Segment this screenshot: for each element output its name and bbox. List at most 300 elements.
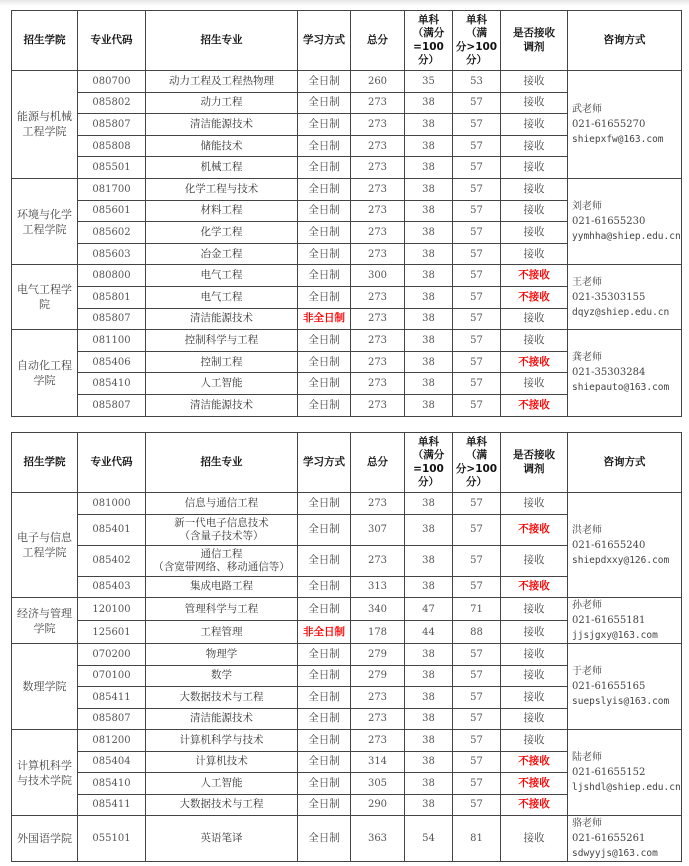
single-score-gt100: 57 — [453, 644, 501, 666]
study-mode: 全日制 — [298, 135, 351, 157]
single-score-gt100: 57 — [453, 514, 501, 545]
single-score-100: 38 — [405, 794, 453, 816]
major-code: 085808 — [78, 135, 146, 157]
single-score-100: 38 — [405, 200, 453, 222]
study-mode: 全日制 — [298, 545, 351, 576]
adjust-status: 接收 — [501, 308, 568, 330]
single-score-gt100: 81 — [453, 816, 501, 862]
contact-info — [568, 598, 682, 644]
major-code: 085801 — [78, 286, 146, 308]
single-score-100: 38 — [405, 330, 453, 352]
major-title: 人工智能 — [200, 377, 243, 390]
table-header — [12, 11, 682, 71]
major-title: 英语笔译 — [200, 832, 243, 844]
total-score: 273 — [351, 373, 405, 395]
header-single-gt100: 单科 （满 分>100 分） — [453, 11, 501, 71]
major-title: 清洁能源技术 — [190, 312, 253, 325]
major-name — [146, 493, 298, 515]
single-score-gt100: 57 — [453, 330, 501, 352]
major-name — [146, 514, 298, 545]
total-score: 305 — [351, 773, 405, 795]
contact-name: 孙老师 — [572, 600, 602, 611]
adjust-status: 接收 — [501, 621, 568, 644]
major-title: 通信工程 — [200, 547, 243, 560]
study-mode: 全日制 — [298, 222, 351, 244]
header-college: 招生学院 — [12, 11, 78, 71]
total-score: 273 — [351, 330, 405, 352]
contact-phone: 021-61655270 — [572, 118, 646, 130]
study-mode: 全日制 — [298, 493, 351, 515]
total-score: 273 — [351, 92, 405, 114]
single-score-gt100: 57 — [453, 751, 501, 773]
major-name — [146, 308, 298, 330]
total-score: 273 — [351, 351, 405, 373]
total-score: 273 — [351, 708, 405, 730]
study-mode: 全日制 — [298, 816, 351, 862]
single-score-gt100: 57 — [453, 265, 501, 287]
major-code: 081700 — [78, 178, 146, 200]
single-score-gt100: 57 — [453, 665, 501, 687]
adjust-status: 不接收 — [501, 394, 568, 416]
contact-phone: 021-61655181 — [572, 615, 646, 626]
single-score-gt100: 57 — [453, 794, 501, 816]
major-title: 清洁能源技术 — [190, 398, 253, 411]
header-total: 总分 — [351, 11, 405, 71]
adjust-status: 不接收 — [501, 751, 568, 773]
contact-email: dqyz@shiep.edu.cn — [572, 306, 670, 318]
study-mode: 全日制 — [298, 265, 351, 287]
adjust-status: 接收 — [501, 373, 568, 395]
single-score-100: 38 — [405, 576, 453, 598]
single-score-gt100: 57 — [453, 178, 501, 200]
header-total: 总分 — [351, 433, 405, 493]
single-score-100: 38 — [405, 114, 453, 136]
single-score-gt100: 57 — [453, 394, 501, 416]
major-title: 集成电路工程 — [190, 580, 253, 593]
total-score: 273 — [351, 135, 405, 157]
table-row — [12, 330, 682, 352]
single-score-gt100: 57 — [453, 135, 501, 157]
single-score-100: 38 — [405, 665, 453, 687]
college-name: 能源与机械工程学院 — [12, 71, 78, 179]
single-score-gt100: 57 — [453, 545, 501, 576]
major-name — [146, 576, 298, 598]
major-code: 085410 — [78, 773, 146, 795]
college-name: 计算机科学与技术学院 — [12, 730, 78, 816]
college-name: 经济与管理学院 — [12, 598, 78, 644]
single-score-100: 38 — [405, 351, 453, 373]
total-score: 273 — [351, 687, 405, 709]
table-row — [12, 178, 682, 200]
total-score: 273 — [351, 493, 405, 515]
study-mode: 全日制 — [298, 92, 351, 114]
study-mode: 全日制 — [298, 330, 351, 352]
single-score-100: 38 — [405, 373, 453, 395]
contact-info — [568, 330, 682, 416]
single-score-gt100: 57 — [453, 687, 501, 709]
total-score: 290 — [351, 794, 405, 816]
major-name — [146, 92, 298, 114]
total-score: 273 — [351, 157, 405, 179]
table-body — [12, 71, 682, 417]
contact-email: sdwyyjs@163.com — [572, 848, 658, 859]
major-name — [146, 598, 298, 621]
single-score-100: 38 — [405, 92, 453, 114]
major-title: 清洁能源技术 — [190, 712, 253, 725]
table-row — [12, 644, 682, 666]
header-mode: 学习方式 — [298, 433, 351, 493]
single-score-gt100: 57 — [453, 351, 501, 373]
study-mode: 全日制 — [298, 286, 351, 308]
single-score-100: 38 — [405, 308, 453, 330]
study-mode: 非全日制 — [298, 621, 351, 644]
contact-phone: 021-61655261 — [572, 833, 646, 844]
major-note: （含宽带网络、移动通信等） — [153, 560, 290, 573]
admission-table-1 — [11, 10, 682, 417]
single-score-gt100: 57 — [453, 222, 501, 244]
major-code: 085603 — [78, 243, 146, 265]
header-single-gt100: 单科 （满 分>100 分） — [453, 433, 501, 493]
table-row — [12, 265, 682, 287]
total-score: 279 — [351, 644, 405, 666]
major-name — [146, 286, 298, 308]
college-name: 环境与化学工程学院 — [12, 178, 78, 264]
major-code: 085807 — [78, 394, 146, 416]
single-score-gt100: 57 — [453, 114, 501, 136]
major-name — [146, 816, 298, 862]
college-name: 电气工程学院 — [12, 265, 78, 330]
major-name — [146, 135, 298, 157]
single-score-100: 38 — [405, 708, 453, 730]
single-score-gt100: 88 — [453, 621, 501, 644]
adjust-status: 接收 — [501, 222, 568, 244]
college-name: 外国语学院 — [12, 816, 78, 862]
single-score-gt100: 57 — [453, 493, 501, 515]
total-score: 273 — [351, 114, 405, 136]
major-code: 085402 — [78, 545, 146, 576]
study-mode: 非全日制 — [298, 308, 351, 330]
major-name — [146, 708, 298, 730]
adjust-status: 接收 — [501, 493, 568, 515]
major-title: 新一代电子信息技术 — [174, 516, 269, 529]
major-title: 电气工程 — [200, 290, 243, 303]
major-title: 储能技术 — [200, 139, 243, 152]
major-code: 085807 — [78, 308, 146, 330]
major-code: 085601 — [78, 200, 146, 222]
single-score-gt100: 57 — [453, 576, 501, 598]
study-mode: 全日制 — [298, 351, 351, 373]
header-adjust: 是否接收 调剂 — [501, 11, 568, 71]
major-name — [146, 644, 298, 666]
total-score: 273 — [351, 545, 405, 576]
major-note: （含量子技术等） — [179, 529, 264, 542]
major-code: 070200 — [78, 644, 146, 666]
major-code: 085404 — [78, 751, 146, 773]
contact-info — [568, 178, 682, 264]
single-score-100: 38 — [405, 773, 453, 795]
adjust-status: 接收 — [501, 114, 568, 136]
single-score-100: 44 — [405, 621, 453, 644]
contact-email: shiepxfw@163.com — [572, 133, 664, 145]
single-score-100: 54 — [405, 816, 453, 862]
study-mode: 全日制 — [298, 708, 351, 730]
major-title: 化学工程与技术 — [184, 182, 259, 195]
major-name — [146, 773, 298, 795]
major-name — [146, 545, 298, 576]
contact-email: shiepauto@163.com — [572, 382, 670, 394]
major-title: 冶金工程 — [200, 247, 243, 260]
single-score-100: 38 — [405, 178, 453, 200]
adjust-status: 接收 — [501, 71, 568, 93]
contact-email: jjsjgxy@163.com — [572, 630, 658, 641]
single-score-100: 38 — [405, 243, 453, 265]
major-title: 信息与通信工程 — [184, 496, 259, 509]
major-code: 085602 — [78, 222, 146, 244]
college-name: 电子与信息工程学院 — [12, 493, 78, 598]
major-name — [146, 71, 298, 93]
study-mode: 全日制 — [298, 373, 351, 395]
major-name — [146, 222, 298, 244]
total-score: 273 — [351, 200, 405, 222]
single-score-100: 38 — [405, 545, 453, 576]
adjust-status: 不接收 — [501, 265, 568, 287]
single-score-100: 38 — [405, 730, 453, 752]
single-score-gt100: 57 — [453, 92, 501, 114]
single-score-100: 38 — [405, 493, 453, 515]
total-score: 178 — [351, 621, 405, 644]
single-score-100: 38 — [405, 135, 453, 157]
adjust-status: 接收 — [501, 644, 568, 666]
adjust-status: 接收 — [501, 665, 568, 687]
table-row — [12, 730, 682, 752]
table-row — [12, 816, 682, 862]
major-code: 085802 — [78, 92, 146, 114]
adjust-status: 接收 — [501, 157, 568, 179]
major-title: 大数据技术与工程 — [179, 690, 264, 703]
single-score-gt100: 71 — [453, 598, 501, 621]
major-code: 085411 — [78, 794, 146, 816]
major-name — [146, 665, 298, 687]
adjust-status: 接收 — [501, 687, 568, 709]
header-code: 专业代码 — [78, 433, 146, 493]
study-mode: 全日制 — [298, 751, 351, 773]
admission-table-2 — [11, 432, 682, 862]
table-header — [12, 433, 682, 493]
total-score: 307 — [351, 514, 405, 545]
total-score: 340 — [351, 598, 405, 621]
major-code: 125601 — [78, 621, 146, 644]
adjust-status: 接收 — [501, 545, 568, 576]
contact-phone: 021-61655230 — [572, 216, 646, 228]
major-title: 工程管理 — [200, 625, 243, 638]
major-name — [146, 373, 298, 395]
major-title: 数学 — [211, 669, 232, 682]
college-name: 自动化工程学院 — [12, 330, 78, 416]
total-score: 273 — [351, 222, 405, 244]
total-score: 313 — [351, 576, 405, 598]
study-mode: 全日制 — [298, 576, 351, 598]
major-name — [146, 114, 298, 136]
major-title: 控制科学与工程 — [184, 333, 259, 346]
total-score: 273 — [351, 286, 405, 308]
total-score: 273 — [351, 243, 405, 265]
contact-name: 于老师 — [572, 666, 602, 677]
contact-info — [568, 644, 682, 730]
major-code: 081000 — [78, 493, 146, 515]
study-mode: 全日制 — [298, 794, 351, 816]
major-name — [146, 178, 298, 200]
single-score-gt100: 57 — [453, 157, 501, 179]
major-code: 070100 — [78, 665, 146, 687]
major-title: 电气工程 — [200, 269, 243, 282]
study-mode: 全日制 — [298, 687, 351, 709]
table-row — [12, 71, 682, 93]
contact-info — [568, 730, 682, 816]
total-score: 273 — [351, 730, 405, 752]
major-title: 清洁能源技术 — [190, 117, 253, 130]
major-title: 人工智能 — [200, 776, 243, 789]
single-score-gt100: 57 — [453, 286, 501, 308]
contact-phone: 021-61655165 — [572, 681, 646, 692]
major-title: 物理学 — [205, 647, 238, 660]
major-title: 计算机科学与技术 — [179, 733, 264, 746]
study-mode: 全日制 — [298, 514, 351, 545]
single-score-100: 47 — [405, 598, 453, 621]
major-code: 055101 — [78, 816, 146, 862]
table-row — [12, 598, 682, 621]
header-single-100: 单科 （满分 =100 分） — [405, 433, 453, 493]
contact-email: yymhha@shiep.edu.cn — [572, 231, 681, 243]
adjust-status: 接收 — [501, 730, 568, 752]
adjust-status: 不接收 — [501, 576, 568, 598]
contact-phone: 021-35303284 — [572, 367, 646, 379]
header-code: 专业代码 — [78, 11, 146, 71]
major-title: 管理科学与工程 — [184, 602, 259, 615]
major-code: 085401 — [78, 514, 146, 545]
total-score: 279 — [351, 665, 405, 687]
contact-phone: 021-35303155 — [572, 291, 646, 303]
contact-email: suepslyis@163.com — [572, 696, 670, 707]
header-contact: 咨询方式 — [568, 11, 682, 71]
single-score-100: 38 — [405, 394, 453, 416]
study-mode: 全日制 — [298, 71, 351, 93]
adjust-status: 不接收 — [501, 514, 568, 545]
major-title: 大数据技术与工程 — [179, 798, 264, 811]
major-title: 控制工程 — [200, 355, 243, 368]
total-score: 363 — [351, 816, 405, 862]
major-name — [146, 243, 298, 265]
adjust-status: 接收 — [501, 135, 568, 157]
contact-name: 武老师 — [572, 103, 602, 115]
major-code: 081100 — [78, 330, 146, 352]
study-mode: 全日制 — [298, 114, 351, 136]
study-mode: 全日制 — [298, 243, 351, 265]
major-title: 动力工程及工程热物理 — [169, 74, 274, 87]
study-mode: 全日制 — [298, 773, 351, 795]
total-score: 260 — [351, 71, 405, 93]
table-body — [12, 493, 682, 862]
major-code: 081200 — [78, 730, 146, 752]
major-name — [146, 351, 298, 373]
contact-info — [568, 493, 682, 598]
header-major: 招生专业 — [146, 11, 298, 71]
single-score-100: 38 — [405, 687, 453, 709]
adjust-status: 接收 — [501, 243, 568, 265]
contact-name: 骆老师 — [572, 818, 602, 829]
single-score-gt100: 57 — [453, 373, 501, 395]
study-mode: 全日制 — [298, 178, 351, 200]
major-name — [146, 794, 298, 816]
page-top-shadow — [0, 0, 689, 6]
major-name — [146, 687, 298, 709]
major-name — [146, 200, 298, 222]
major-name — [146, 751, 298, 773]
adjust-status: 不接收 — [501, 794, 568, 816]
major-code: 085406 — [78, 351, 146, 373]
contact-info — [568, 265, 682, 330]
contact-name: 陆老师 — [572, 752, 602, 763]
major-title: 机械工程 — [200, 161, 243, 174]
adjust-status: 接收 — [501, 92, 568, 114]
study-mode: 全日制 — [298, 598, 351, 621]
contact-phone: 021-61655240 — [572, 539, 646, 551]
adjust-status: 接收 — [501, 330, 568, 352]
table-row — [12, 493, 682, 515]
total-score: 273 — [351, 308, 405, 330]
major-code: 085410 — [78, 373, 146, 395]
single-score-100: 38 — [405, 286, 453, 308]
contact-phone: 021-61655152 — [572, 767, 646, 778]
single-score-100: 38 — [405, 265, 453, 287]
single-score-100: 35 — [405, 71, 453, 93]
major-code: 085501 — [78, 157, 146, 179]
adjust-status: 不接收 — [501, 773, 568, 795]
study-mode: 全日制 — [298, 665, 351, 687]
major-code: 080700 — [78, 71, 146, 93]
single-score-100: 38 — [405, 751, 453, 773]
contact-name: 洪老师 — [572, 524, 602, 536]
major-name — [146, 621, 298, 644]
major-name — [146, 394, 298, 416]
single-score-100: 38 — [405, 222, 453, 244]
major-title: 计算机技术 — [195, 755, 248, 768]
single-score-gt100: 57 — [453, 308, 501, 330]
major-code: 085807 — [78, 708, 146, 730]
total-score: 273 — [351, 394, 405, 416]
major-code: 080800 — [78, 265, 146, 287]
major-title: 材料工程 — [200, 204, 243, 217]
single-score-gt100: 57 — [453, 200, 501, 222]
adjust-status: 接收 — [501, 708, 568, 730]
major-code: 120100 — [78, 598, 146, 621]
single-score-gt100: 53 — [453, 71, 501, 93]
contact-email: shiepdxxy@126.com — [572, 554, 670, 566]
major-name — [146, 157, 298, 179]
adjust-status: 接收 — [501, 200, 568, 222]
total-score: 273 — [351, 178, 405, 200]
adjust-status: 不接收 — [501, 286, 568, 308]
major-name — [146, 330, 298, 352]
major-name — [146, 265, 298, 287]
major-title: 动力工程 — [200, 96, 243, 109]
adjust-status: 接收 — [501, 816, 568, 862]
header-mode: 学习方式 — [298, 11, 351, 71]
header-major: 招生专业 — [146, 433, 298, 493]
header-college: 招生学院 — [12, 433, 78, 493]
major-code: 085411 — [78, 687, 146, 709]
contact-name: 龚老师 — [572, 352, 602, 364]
study-mode: 全日制 — [298, 644, 351, 666]
